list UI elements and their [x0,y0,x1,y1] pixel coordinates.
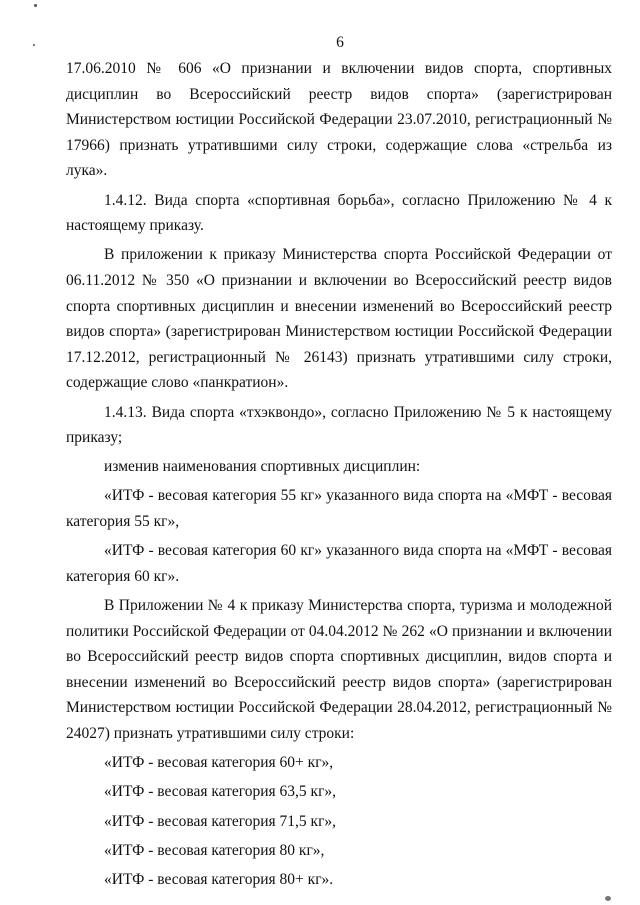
page-number: 6 [336,34,344,51]
paragraph-rename-intro: изменив наименования спортивных дисциплин: [104,458,421,476]
paragraph-rename-60: «ИТФ - весовая категория 60 кг» указанного вида спорта на «МФТ - весовая категория 60 кг». [66,542,612,585]
list-item: «ИТФ - весовая категория 71,5 кг», [104,812,337,830]
paragraph-order-262: В Приложении № 4 к приказу Министерства спорта, туризма и молодежной политики Российской Федерации от 04.04.2012 № 262 «О признании и включении во Всероссийский реестр видов спорта спортивных дисциплин, видов спорта и внесении изменений во Всероссийский реестр видов спорта» (зарегистрирован Министерством юстиции Российской Федерации 28.04.2012, регистрационный № 24027) признать утратившими силу строки: [66,597,612,742]
paragraph-continuation: 17.06.2010 № 606 «О признании и включении видов спорта, спортивных дисциплин во Всероссийский реестр видов спорта» (зарегистрирован Министерством юстиции Российской Федерации 23.07.2010, регистрационный № 17966) признать утратившими силу строки, содержащие слова «стрельба из лука». [66,60,612,180]
list-item: «ИТФ - весовая категория 63,5 кг», [104,783,337,801]
document-body [66,56,612,896]
list-item: «ИТФ - весовая категория 80+ кг». [104,870,334,888]
paragraph-rename-55: «ИТФ - весовая категория 55 кг» указанного вида спорта на «МФТ - весовая категория 55 кг», [66,487,612,531]
paragraph-clause-1-4-13: 1.4.13. Вида спорта «тхэквондо», согласно Приложению № 5 к настоящему приказу; [66,403,612,447]
paragraph-order-350: В приложении к приказу Министерства спорта Российской Федерации от 06.11.2012 № 350 «О признании и включении во Всероссийский реестр видов спорта спортивных дисциплин и внесении изменений во Всероссийский реестр видов спорта» (зарегистрирован Министерством юстиции Российской Федерации 17.12.2012, регистрационный № 26143) признать утратившими силу строки, содержащие слово «панкратион». [66,246,612,392]
list-item: «ИТФ - весовая категория 80 кг», [104,841,325,859]
scan-speck [34,4,37,7]
scan-speck [605,896,611,901]
paragraph-clause-1-4-12: 1.4.12. Вида спорта «спортивная борьба», согласно Приложению № 4 к настоящему приказу. [66,191,612,235]
list-item: «ИТФ - весовая категория 60+ кг», [104,754,334,772]
